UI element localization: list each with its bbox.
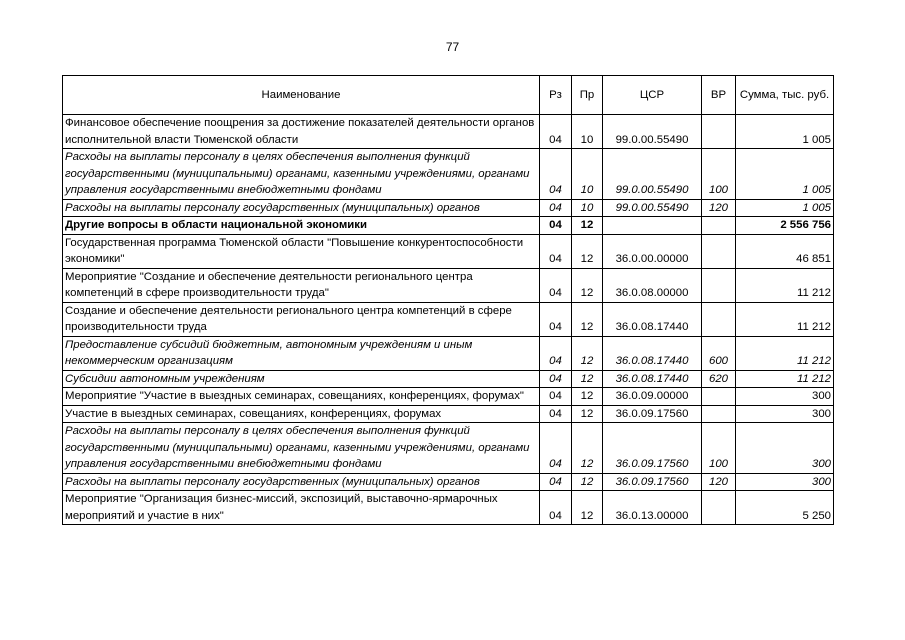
cell-sum: 300 — [736, 423, 834, 474]
cell-sum: 11 212 — [736, 370, 834, 388]
cell-rz: 04 — [540, 234, 572, 268]
table-row — [63, 388, 834, 406]
cell-sum: 2 556 756 — [736, 217, 834, 235]
cell-name: Мероприятие "Создание и обеспечение деятельности регионального центра компетенций в сфере производительности труда" — [63, 268, 540, 302]
table-row — [63, 473, 834, 491]
cell-sum: 11 212 — [736, 302, 834, 336]
cell-sum: 1 005 — [736, 149, 834, 200]
table-row — [63, 336, 834, 370]
cell-vr: 120 — [702, 199, 736, 217]
table-row — [63, 491, 834, 525]
budget-table — [62, 75, 834, 525]
table-header-row — [63, 76, 834, 115]
cell-pr: 10 — [572, 115, 603, 149]
cell-sum: 300 — [736, 388, 834, 406]
cell-pr: 12 — [572, 491, 603, 525]
table-row — [63, 370, 834, 388]
cell-csr: 36.0.09.00000 — [603, 388, 702, 406]
cell-name: Участие в выездных семинарах, совещаниях, конференциях, форумах — [63, 405, 540, 423]
cell-vr: 100 — [702, 149, 736, 200]
cell-pr: 12 — [572, 423, 603, 474]
cell-pr: 12 — [572, 473, 603, 491]
table-row — [63, 423, 834, 474]
table-row — [63, 199, 834, 217]
table-row — [63, 268, 834, 302]
cell-csr: 36.0.09.17560 — [603, 405, 702, 423]
cell-rz: 04 — [540, 388, 572, 406]
cell-vr: 120 — [702, 473, 736, 491]
cell-sum: 1 005 — [736, 115, 834, 149]
cell-csr: 36.0.08.17440 — [603, 302, 702, 336]
table-body — [63, 115, 834, 525]
header-sum: Сумма, тыс. руб. — [736, 76, 834, 115]
cell-rz: 04 — [540, 268, 572, 302]
cell-sum: 300 — [736, 405, 834, 423]
header-rz: Рз — [540, 76, 572, 115]
cell-csr — [603, 217, 702, 235]
header-vr: ВР — [702, 76, 736, 115]
cell-sum: 46 851 — [736, 234, 834, 268]
cell-rz: 04 — [540, 336, 572, 370]
cell-vr — [702, 217, 736, 235]
cell-vr — [702, 115, 736, 149]
cell-csr: 36.0.08.17440 — [603, 336, 702, 370]
cell-sum: 11 212 — [736, 336, 834, 370]
cell-name: Финансовое обеспечение поощрения за достижение показателей деятельности органов исполнительной власти Тюменской области — [63, 115, 540, 149]
cell-pr: 12 — [572, 336, 603, 370]
cell-csr: 36.0.13.00000 — [603, 491, 702, 525]
cell-name: Мероприятие "Организация бизнес-миссий, экспозиций, выставочно-ярмарочных мероприятий и участие в них" — [63, 491, 540, 525]
cell-sum: 5 250 — [736, 491, 834, 525]
cell-sum: 300 — [736, 473, 834, 491]
cell-csr: 36.0.00.00000 — [603, 234, 702, 268]
table-row — [63, 234, 834, 268]
cell-pr: 12 — [572, 405, 603, 423]
cell-vr — [702, 405, 736, 423]
cell-pr: 10 — [572, 199, 603, 217]
cell-vr — [702, 388, 736, 406]
cell-rz: 04 — [540, 199, 572, 217]
table-row — [63, 149, 834, 200]
cell-csr: 36.0.09.17560 — [603, 423, 702, 474]
cell-name: Создание и обеспечение деятельности регионального центра компетенций в сфере производительности труда — [63, 302, 540, 336]
cell-vr: 600 — [702, 336, 736, 370]
header-pr: Пр — [572, 76, 603, 115]
cell-name: Расходы на выплаты персоналу в целях обеспечения выполнения функций государственными (муниципальными) органами, казенными учреждениями, органами управления государственными внебюджетными фондами — [63, 423, 540, 474]
cell-name: Субсидии автономным учреждениям — [63, 370, 540, 388]
cell-csr: 36.0.08.17440 — [603, 370, 702, 388]
page-number: 77 — [445, 40, 460, 54]
cell-vr: 100 — [702, 423, 736, 474]
cell-vr — [702, 268, 736, 302]
cell-rz: 04 — [540, 149, 572, 200]
cell-rz: 04 — [540, 217, 572, 235]
cell-pr: 12 — [572, 268, 603, 302]
cell-vr — [702, 491, 736, 525]
cell-name: Государственная программа Тюменской области "Повышение конкурентоспособности экономики" — [63, 234, 540, 268]
cell-name: Предоставление субсидий бюджетным, автономным учреждениям и иным некоммерческим организациям — [63, 336, 540, 370]
cell-csr: 36.0.08.00000 — [603, 268, 702, 302]
table-row — [63, 217, 834, 235]
cell-name: Расходы на выплаты персоналу государственных (муниципальных) органов — [63, 199, 540, 217]
cell-name: Другие вопросы в области национальной экономики — [63, 217, 540, 235]
table-row — [63, 115, 834, 149]
cell-rz: 04 — [540, 302, 572, 336]
cell-vr: 620 — [702, 370, 736, 388]
cell-sum: 11 212 — [736, 268, 834, 302]
cell-rz: 04 — [540, 115, 572, 149]
cell-csr: 99.0.00.55490 — [603, 149, 702, 200]
cell-rz: 04 — [540, 370, 572, 388]
cell-sum: 1 005 — [736, 199, 834, 217]
cell-csr: 36.0.09.17560 — [603, 473, 702, 491]
cell-rz: 04 — [540, 405, 572, 423]
cell-pr: 12 — [572, 234, 603, 268]
table-row — [63, 302, 834, 336]
cell-pr: 12 — [572, 302, 603, 336]
cell-vr — [702, 302, 736, 336]
cell-name: Расходы на выплаты персоналу в целях обеспечения выполнения функций государственными (муниципальными) органами, казенными учреждениями, органами управления государственными внебюджетными фондами — [63, 149, 540, 200]
table-row — [63, 405, 834, 423]
cell-rz: 04 — [540, 473, 572, 491]
cell-name: Расходы на выплаты персоналу государственных (муниципальных) органов — [63, 473, 540, 491]
cell-pr: 12 — [572, 217, 603, 235]
cell-name: Мероприятие "Участие в выездных семинарах, совещаниях, конференциях, форумах" — [63, 388, 540, 406]
cell-pr: 10 — [572, 149, 603, 200]
cell-rz: 04 — [540, 491, 572, 525]
cell-pr: 12 — [572, 370, 603, 388]
cell-rz: 04 — [540, 423, 572, 474]
header-name: Наименование — [63, 76, 540, 115]
cell-csr: 99.0.00.55490 — [603, 199, 702, 217]
cell-csr: 99.0.00.55490 — [603, 115, 702, 149]
cell-vr — [702, 234, 736, 268]
header-csr: ЦСР — [603, 76, 702, 115]
cell-pr: 12 — [572, 388, 603, 406]
